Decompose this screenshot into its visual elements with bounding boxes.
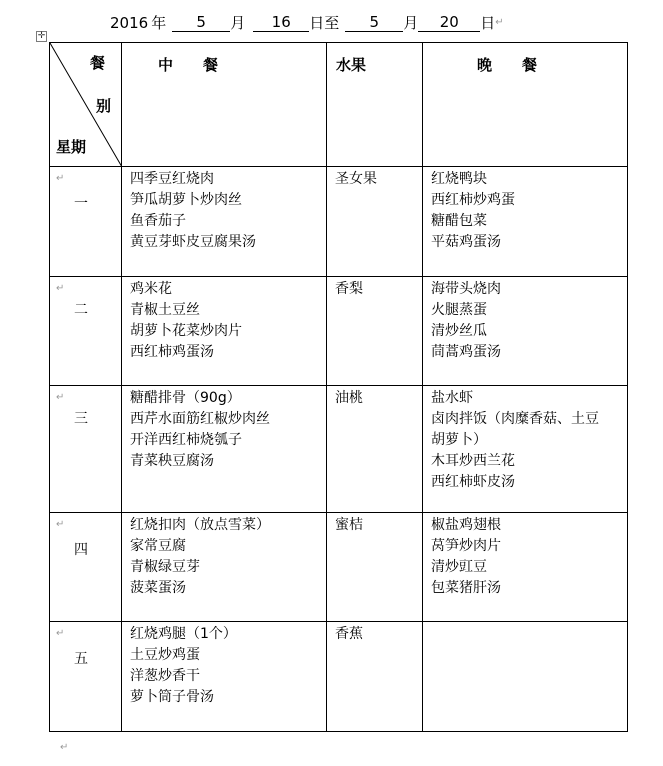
title-end-day: 20 [418, 14, 480, 32]
dish-item: 清炒丝瓜 [431, 323, 487, 339]
dish-item: 盐水虾 [431, 390, 473, 406]
dish-item: 鸡米花 [130, 281, 172, 297]
dish-item: 红烧鸡腿（1个） [130, 626, 237, 642]
day-cell [50, 167, 122, 277]
table-row [50, 167, 628, 277]
day-label: 三 [74, 411, 88, 427]
diagonal-header-cell [50, 43, 122, 167]
paragraph-mark: ↵ [495, 17, 504, 28]
header-fruit [327, 43, 423, 167]
dish-item: 西芹水面筋红椒炒肉丝 [130, 411, 270, 427]
dinner-cell [423, 167, 628, 277]
dish-item: 卤肉拌饭（肉糜香菇、土豆 [431, 411, 599, 427]
dish-item: 萝卜筒子骨汤 [130, 689, 214, 705]
dish-item: 青菜秧豆腐汤 [130, 453, 214, 469]
fruit-name: 香蕉 [335, 626, 363, 642]
dish-item: 胡萝卜花菜炒肉片 [130, 323, 242, 339]
dish-item: 糖醋包菜 [431, 213, 487, 229]
fruit-cell [327, 277, 423, 386]
dish-item: 西红柿鸡蛋汤 [130, 344, 214, 360]
fruit-name: 蜜桔 [335, 517, 363, 533]
header-dinner-label: 晚 餐 [477, 56, 538, 74]
paragraph-mark: ↵ [56, 283, 65, 294]
dish-item: 清炒豇豆 [431, 559, 487, 575]
dish-item: 木耳炒西兰花 [431, 453, 515, 469]
dish-item: 洋葱炒香干 [130, 668, 200, 684]
diag-label-type: 别 [96, 97, 112, 115]
lunch-cell [122, 622, 327, 732]
dish-item: 四季豆红烧肉 [130, 171, 214, 187]
dinner-list [423, 167, 627, 253]
dinner-cell [423, 622, 628, 732]
title-month-char-2: 月 [403, 14, 419, 32]
fruit-name: 香梨 [335, 281, 363, 297]
paragraph-mark: ↵ [56, 173, 65, 184]
dish-item: 胡萝卜） [431, 432, 487, 448]
table-row [50, 277, 628, 386]
title-day-to: 日至 [309, 14, 340, 32]
title-start-month: 5 [172, 14, 230, 32]
paragraph-mark: ↵ [60, 742, 69, 753]
dish-item: 红烧鸭块 [431, 171, 487, 187]
table-row [50, 622, 628, 732]
header-fruit-label: 水果 [336, 56, 367, 74]
dinner-list [423, 386, 627, 493]
day-cell [50, 622, 122, 732]
dish-item: 菠菜蛋汤 [130, 580, 186, 596]
dish-item: 土豆炒鸡蛋 [130, 647, 200, 663]
fruit-cell [327, 167, 423, 277]
day-cell [50, 513, 122, 622]
menu-title [110, 10, 504, 32]
dinner-list [423, 277, 627, 363]
lunch-cell [122, 167, 327, 277]
dinner-list [423, 513, 627, 599]
paragraph-mark: ↵ [56, 392, 65, 403]
table-row [50, 386, 628, 513]
paragraph-mark: ↵ [56, 628, 65, 639]
title-year: 2016 [110, 14, 149, 32]
day-cell [50, 386, 122, 513]
title-end-month: 5 [345, 14, 403, 32]
fruit-cell [327, 386, 423, 513]
lunch-list [122, 386, 326, 472]
dinner-cell [423, 513, 628, 622]
dish-item: 火腿蒸蛋 [431, 302, 487, 318]
header-row [50, 43, 628, 167]
dinner-cell [423, 277, 628, 386]
lunch-cell [122, 277, 327, 386]
title-year-char: 年 [151, 14, 167, 32]
fruit-name: 圣女果 [335, 171, 377, 187]
dinner-cell [423, 386, 628, 513]
header-lunch [122, 43, 327, 167]
dish-item: 平菇鸡蛋汤 [431, 234, 501, 250]
diag-label-meal: 餐 [90, 54, 106, 72]
dish-item: 茼蒿鸡蛋汤 [431, 344, 501, 360]
dish-item: 家常豆腐 [130, 538, 186, 554]
header-lunch-label: 中 餐 [158, 56, 219, 74]
diag-label-weekday: 星期 [56, 138, 87, 156]
lunch-cell [122, 513, 327, 622]
header-dinner [423, 43, 628, 167]
title-day-char: 日 [480, 14, 496, 32]
dinner-list [423, 622, 627, 624]
dish-item: 莴笋炒肉片 [431, 538, 501, 554]
title-month-char-1: 月 [230, 14, 246, 32]
dish-item: 西红柿虾皮汤 [431, 474, 515, 490]
dish-item: 青椒绿豆芽 [130, 559, 200, 575]
lunch-list [122, 513, 326, 599]
dish-item: 黄豆芽虾皮豆腐果汤 [130, 234, 256, 250]
lunch-cell [122, 386, 327, 513]
dish-item: 糖醋排骨（90g） [130, 390, 241, 406]
fruit-cell [327, 513, 423, 622]
lunch-list [122, 277, 326, 363]
weekly-menu-table [49, 42, 628, 732]
dish-item: 西红柿炒鸡蛋 [431, 192, 515, 208]
dish-item: 包菜猪肝汤 [431, 580, 501, 596]
dish-item: 开洋西红柿烧瓠子 [130, 432, 242, 448]
day-label: 一 [74, 196, 88, 212]
lunch-list [122, 622, 326, 708]
fruit-cell [327, 622, 423, 732]
day-label: 五 [74, 651, 88, 667]
day-label: 二 [74, 302, 88, 318]
dish-item: 海带头烧肉 [431, 281, 501, 297]
table-move-handle-icon[interactable]: ✛ [37, 31, 46, 41]
lunch-list [122, 167, 326, 253]
dish-item: 椒盐鸡翅根 [431, 517, 501, 533]
fruit-name: 油桃 [335, 390, 363, 406]
dish-item: 笋瓜胡萝卜炒肉丝 [130, 192, 242, 208]
day-label: 四 [74, 542, 88, 558]
dish-item: 红烧扣肉（放点雪菜） [130, 517, 270, 533]
table-row [50, 513, 628, 622]
title-start-day: 16 [253, 14, 309, 32]
dish-item: 鱼香茄子 [130, 213, 186, 229]
day-cell [50, 277, 122, 386]
paragraph-mark: ↵ [56, 519, 65, 530]
dish-item: 青椒土豆丝 [130, 302, 200, 318]
